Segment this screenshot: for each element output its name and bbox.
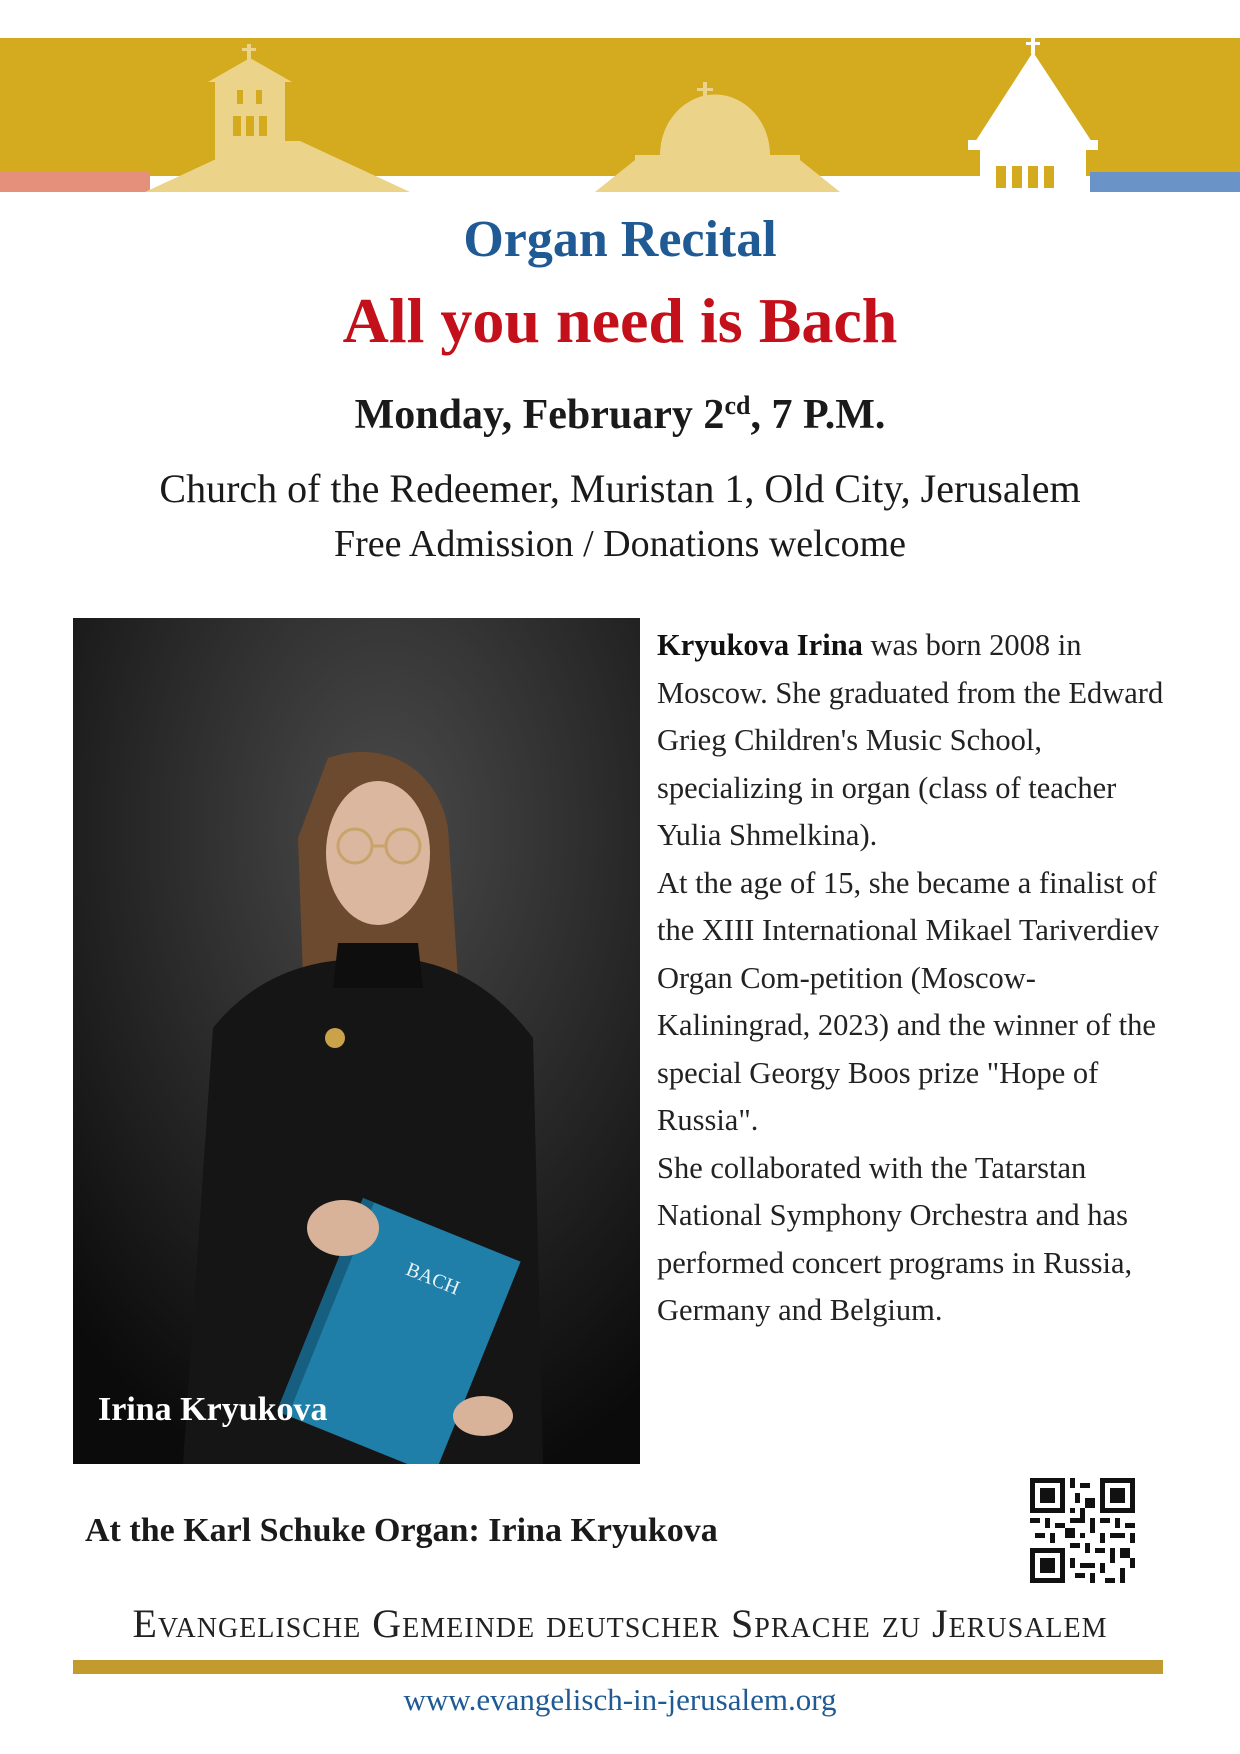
bio-paragraph-3: She collaborated with the Tatarstan National Symphony Orchestra and has performed concert programs in Russia, Germany and Belgium. xyxy=(657,1150,1133,1327)
bio-name: Kryukova Irina xyxy=(657,628,863,662)
event-headline: All you need is Bach xyxy=(342,285,898,356)
bio-paragraph-1 xyxy=(657,622,1177,860)
date-main: Monday, February 2 xyxy=(354,392,725,438)
performer-photo xyxy=(73,618,640,1464)
event-date xyxy=(0,385,1240,445)
book-title: BACH xyxy=(402,1258,463,1300)
event-venue: Church of the Redeemer, Muristan 1, Old City, Jerusalem xyxy=(159,466,1081,511)
banner-accent-right xyxy=(1090,172,1240,192)
qr-code-icon[interactable] xyxy=(1030,1478,1135,1583)
performer-bio xyxy=(657,622,1177,1335)
bio-text-1: was born 2008 in Moscow. She graduated from the Edward Grieg Children's Music School, specializing in organ (class of teacher Yulia Shmelkina). xyxy=(657,628,1164,852)
banner-accent-left xyxy=(0,172,150,192)
skyline-banner xyxy=(0,38,1240,198)
event-admission: Free Admission / Donations welcome xyxy=(333,523,907,565)
event-subtitle: Organ Recital xyxy=(463,211,777,268)
organist-credit: At the Karl Schuke Organ: Irina Kryukova xyxy=(85,1512,718,1549)
title-block xyxy=(0,205,1240,571)
organization-name: Evangelische Gemeinde deutscher Sprache zu Jerusalem xyxy=(132,1601,1108,1646)
date-suffix: cd xyxy=(724,391,751,420)
bio-paragraph-2: At the age of 15, she became a finalist of the XIII International Mikael Tariverdiev Organ Com-petition (Moscow-Kaliningrad, 2023) and the winner of the special Georgy Boos prize "Hope of Russia". xyxy=(657,865,1160,1137)
photo-caption: Irina Kryukova xyxy=(98,1391,328,1428)
performer-portrait-illustration xyxy=(73,618,640,1464)
website-link[interactable]: www.evangelisch-in-jerusalem.org xyxy=(403,1682,837,1717)
footer-divider xyxy=(73,1660,1163,1674)
date-time: , 7 P.M. xyxy=(750,392,886,438)
